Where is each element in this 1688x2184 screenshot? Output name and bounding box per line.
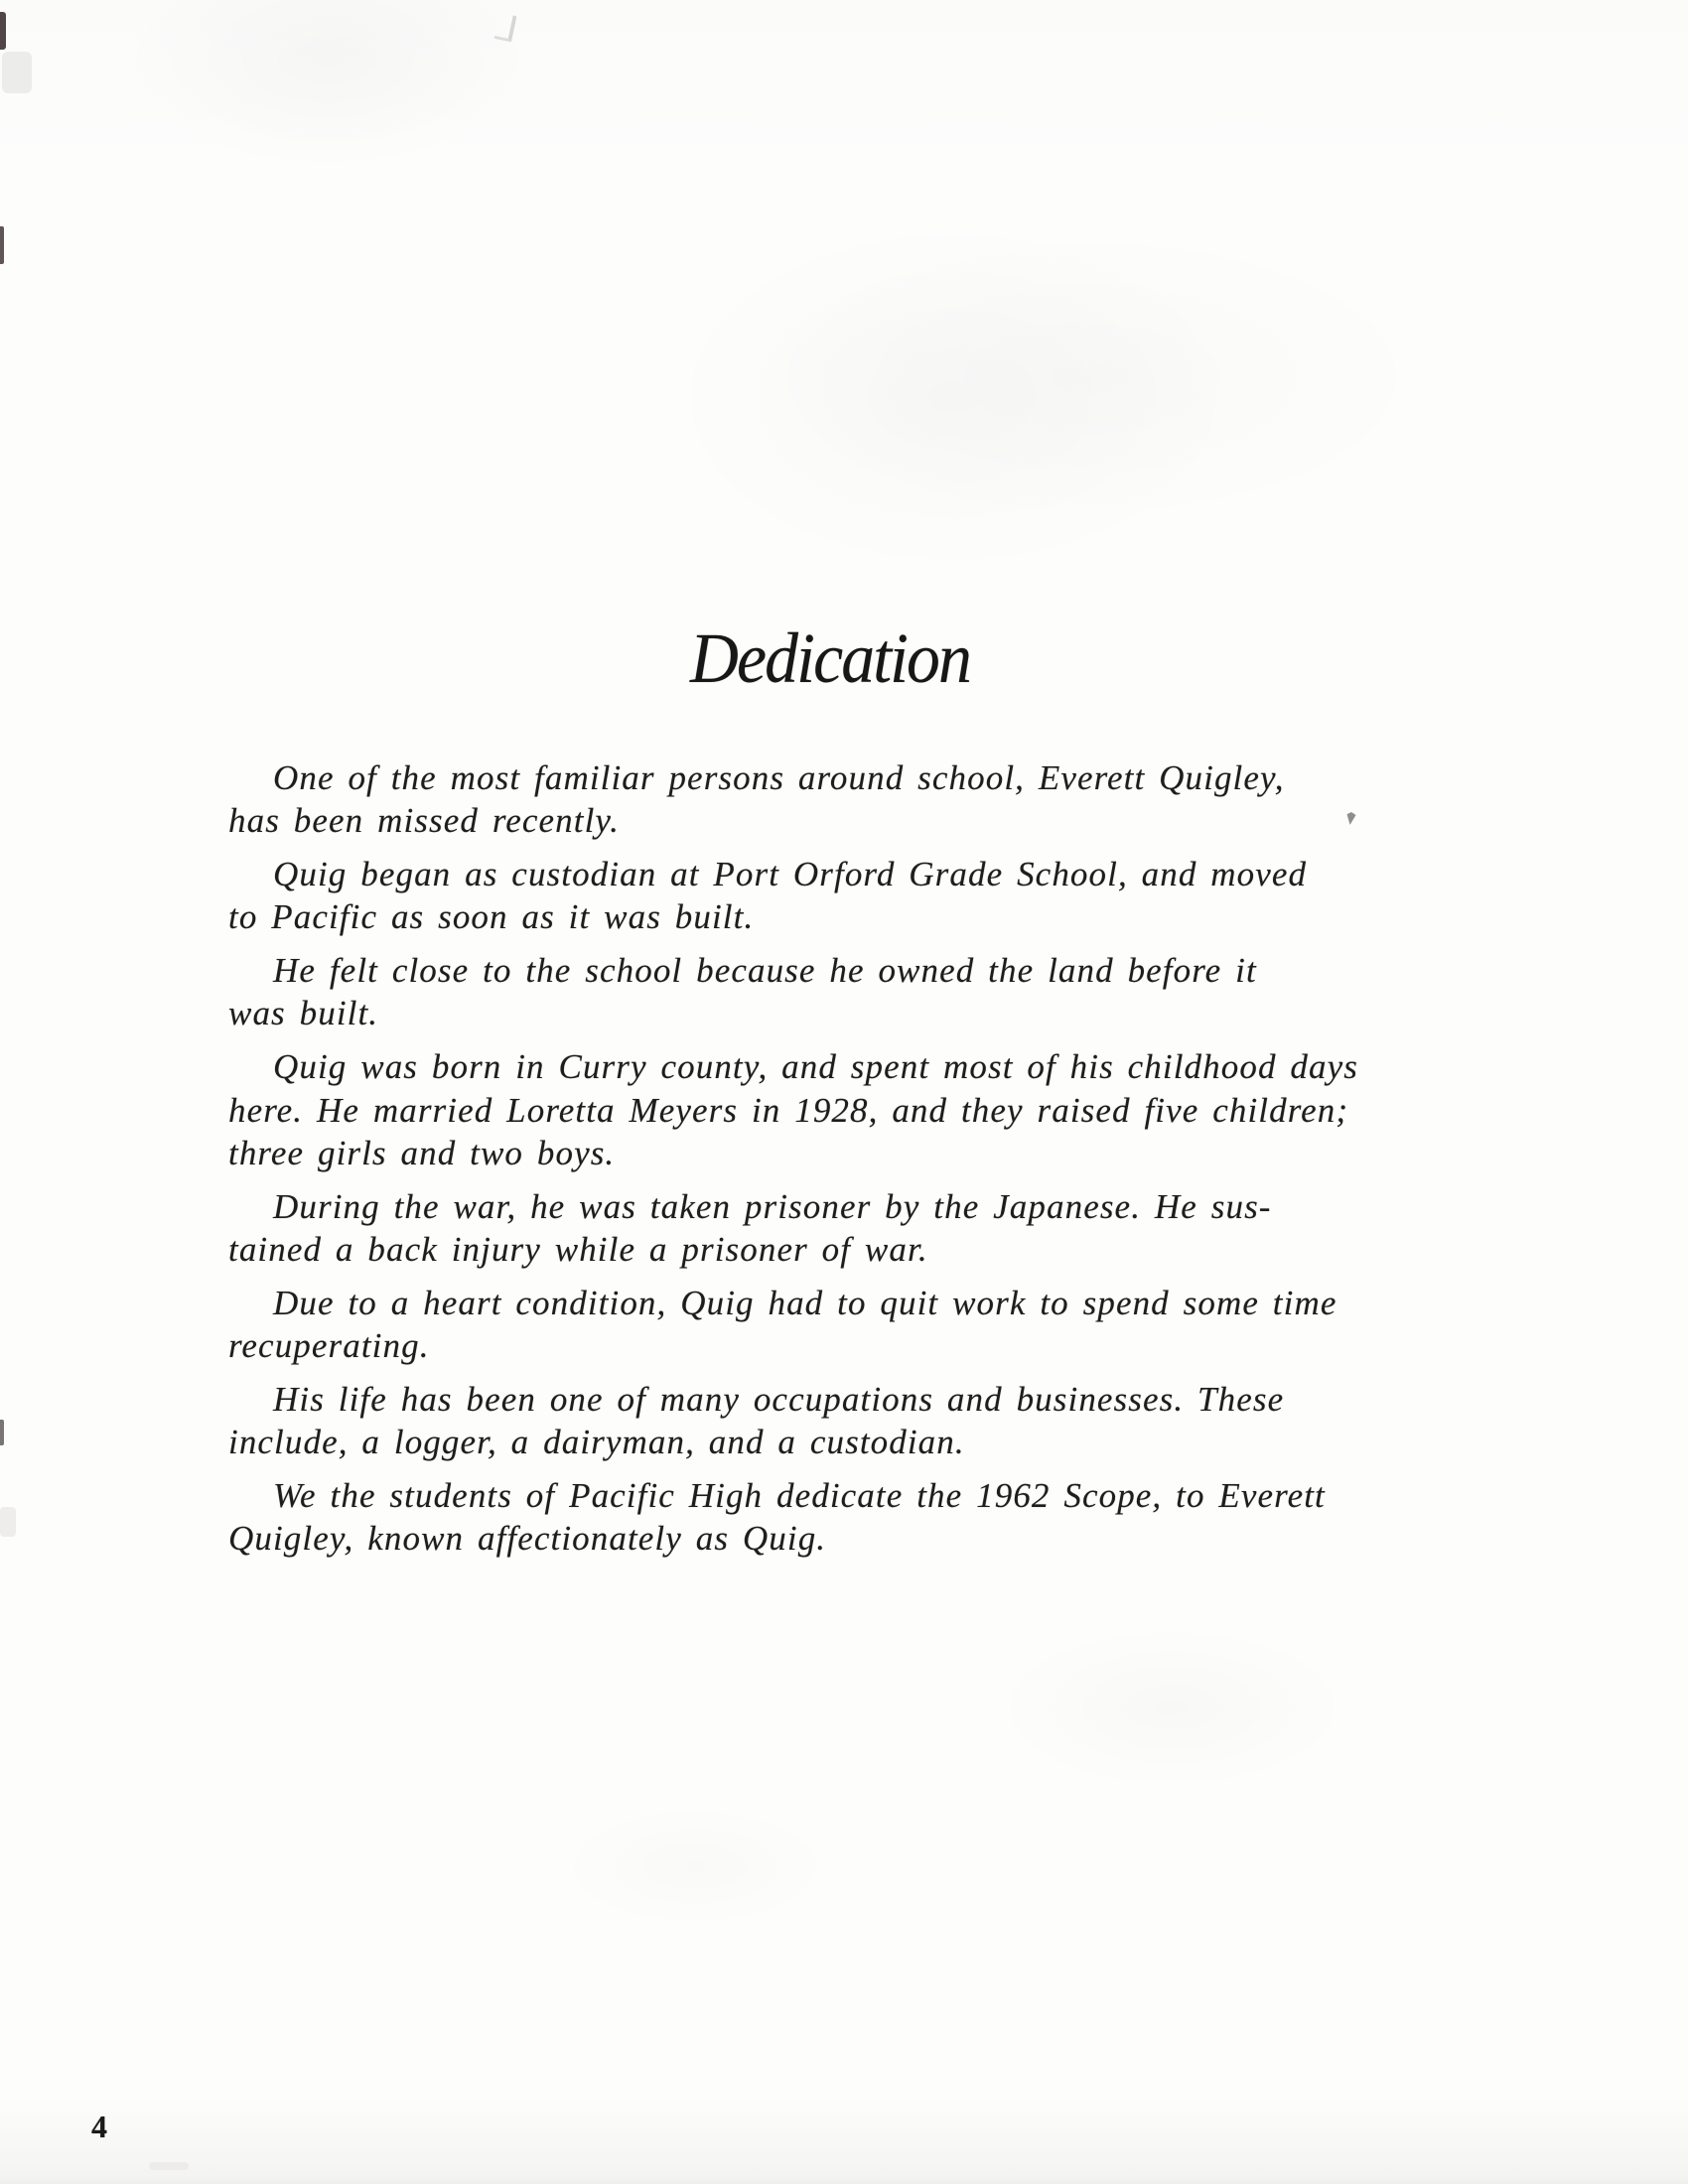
text-line: He felt close to the school because he owned the land before it [273,951,1257,991]
scan-smudge [2,52,32,93]
page-title: Dedication [690,618,970,698]
scan-edge-mark [0,226,4,264]
text-line: recuperating. [228,1326,430,1366]
text-line: During the war, he was taken prisoner by the Japanese. He sus- [273,1186,1272,1226]
paragraph [228,1045,1460,1174]
paragraph [228,1378,1460,1464]
text-line: was built. [228,994,379,1033]
text-line: include, a logger, a dairyman, and a custodian. [228,1423,965,1462]
scan-smudge [149,2162,189,2170]
paragraph [228,756,1460,843]
text-line: here. He married Loretta Meyers in 1928, and they raised five children; [228,1090,1349,1130]
paragraph [228,1474,1460,1561]
text-line: Due to a heart condition, Quig had to quit work to spend some time [273,1283,1337,1322]
text-line: has been missed recently. [228,801,620,841]
scan-smudge [0,1507,16,1537]
text-line: We the students of Pacific High dedicate the 1962 Scope, to Everett [273,1475,1326,1515]
text-line: His life has been one of many occupations and businesses. These [273,1379,1285,1419]
scan-pen-tick [493,12,516,42]
text-line: to Pacific as soon as it was built. [228,897,755,937]
paragraph [228,853,1460,939]
page-number: 4 [91,2109,107,2144]
text-line: Quig was born in Curry county, and spent most of his childhood days [273,1047,1358,1087]
dedication-text [228,756,1460,1561]
text-line: Quig began as custodian at Port Orford Grade School, and moved [273,855,1308,894]
text-line: tained a back injury while a prisoner of war. [228,1229,928,1269]
paragraph [228,1185,1460,1272]
scan-edge-mark [0,1420,4,1445]
text-line: three girls and two boys. [228,1133,616,1172]
text-line: Quigley, known affectionately as Quig. [228,1519,827,1559]
text-line: One of the most familiar persons around school, Everett Quigley, [273,758,1285,797]
paragraph [228,1282,1460,1368]
paragraph [228,949,1460,1035]
scan-edge-mark [0,12,6,50]
